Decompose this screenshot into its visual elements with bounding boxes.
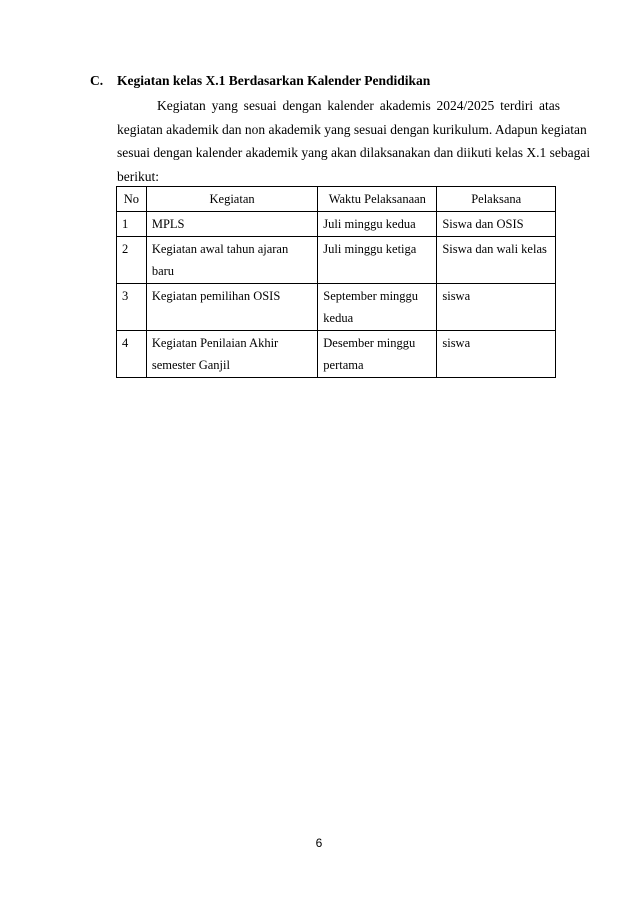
cell-pelaksana: siswa <box>437 284 556 331</box>
cell-kegiatan: Kegiatan pemilihan OSIS <box>146 284 317 331</box>
table-row <box>117 212 556 237</box>
section-letter: C. <box>90 73 104 88</box>
table-header-row <box>117 187 556 212</box>
cell-waktu: Juli minggu kedua <box>318 212 437 237</box>
cell-kegiatan: MPLS <box>146 212 317 237</box>
cell-waktu: Juli minggu ketiga <box>318 237 437 284</box>
section-title: Kegiatan kelas X.1 Berdasarkan Kalender Pendidikan <box>117 73 431 88</box>
section-heading <box>90 73 430 89</box>
cell-pelaksana: siswa <box>437 331 556 378</box>
cell-no: 1 <box>117 212 147 237</box>
cell-waktu: Desember minggu pertama <box>318 331 437 378</box>
cell-kegiatan: Kegiatan awal tahun ajaran baru <box>146 237 317 284</box>
cell-pelaksana: Siswa dan OSIS <box>437 212 556 237</box>
header-pelaksana: Pelaksana <box>437 187 556 212</box>
activity-table <box>116 186 556 378</box>
table-row <box>117 237 556 284</box>
paragraph-line: Kegiatan yang sesuai dengan kalender akademis 2024/2025 terdiri atas <box>157 98 560 113</box>
paragraph-line: kegiatan akademik dan non akademik yang sesuai dengan kurikulum. Adapun kegiatan <box>117 121 587 137</box>
intro-paragraph <box>117 94 591 188</box>
cell-kegiatan: Kegiatan Penilaian Akhir semester Ganjil <box>146 331 317 378</box>
header-no: No <box>117 187 147 212</box>
cell-waktu: September minggu kedua <box>318 284 437 331</box>
cell-no: 4 <box>117 331 147 378</box>
page-number: 6 <box>315 836 323 850</box>
table-row <box>117 284 556 331</box>
cell-no: 3 <box>117 284 147 331</box>
paragraph-line: sesuai dengan kalender akademik yang akan dilaksanakan dan diikuti kelas X.1 sebagai <box>117 145 591 160</box>
header-waktu: Waktu Pelaksanaan <box>318 187 437 212</box>
paragraph-line: berikut: <box>117 168 159 184</box>
table-row <box>117 331 556 378</box>
cell-pelaksana: Siswa dan wali kelas <box>437 237 556 284</box>
cell-no: 2 <box>117 237 147 284</box>
header-kegiatan: Kegiatan <box>146 187 317 212</box>
